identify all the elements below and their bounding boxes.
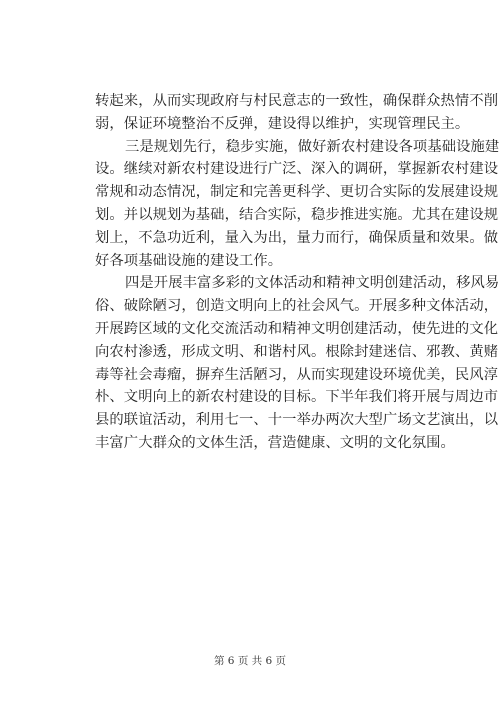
document-body (95, 90, 500, 455)
text-line: 弱，保证环境整治不反弹，建设得以维护，实现管理民主。 (95, 115, 470, 132)
text-line: 设。继续对新农村建设进行广泛、深入的调研，掌握新农村建设 (95, 161, 499, 178)
text-line: 好各项基础设施的建设工作。 (95, 252, 283, 269)
text-line: 县的联谊活动，利用七一、十一举办两次大型广场文艺演出，以 (95, 412, 499, 429)
text-line: 开展跨区域的文化交流活动和精神文明创建活动，使先进的文化 (95, 320, 499, 337)
paragraph-1 (95, 90, 499, 136)
paragraph-2 (95, 136, 500, 273)
text-line: 俗、破除陋习，创造文明向上的社会风气。开展多种文体活动， (95, 298, 499, 315)
text-line: 三是规划先行，稳步实施，做好新农村建设各项基础设施建 (125, 138, 500, 155)
text-line: 转起来，从而实现政府与村民意志的一致性，确保群众热情不削 (95, 93, 499, 109)
text-line: 划上，不急功近利，量入为出，量力而行，确保质量和效果。做 (95, 229, 499, 246)
text-line: 向农村渗透，形成文明、和谐村风。根除封建迷信、邪教、黄赌 (95, 343, 499, 360)
text-line: 常规和动态情况，制定和完善更科学、更切合实际的发展建设规 (95, 184, 499, 201)
page-number-footer: 第 6 页 共 6 页 (213, 655, 287, 667)
text-line: 丰富广大群众的文体生活，营造健康、文明的文化氛围。 (95, 434, 455, 451)
text-line: 毒等社会毒瘤，摒弃生活陋习，从而实现建设环境优美，民风淳 (95, 366, 499, 383)
text-line: 划。并以规划为基础，结合实际，稳步推进实施。尤其在建设规 (95, 206, 499, 223)
text-line: 朴、文明向上的新农村建设的目标。下半年我们将开展与周边市 (95, 389, 499, 406)
paragraph-3 (95, 272, 500, 454)
text-line: 四是开展丰富多彩的文体活动和精神文明创建活动，移风易 (125, 275, 500, 292)
